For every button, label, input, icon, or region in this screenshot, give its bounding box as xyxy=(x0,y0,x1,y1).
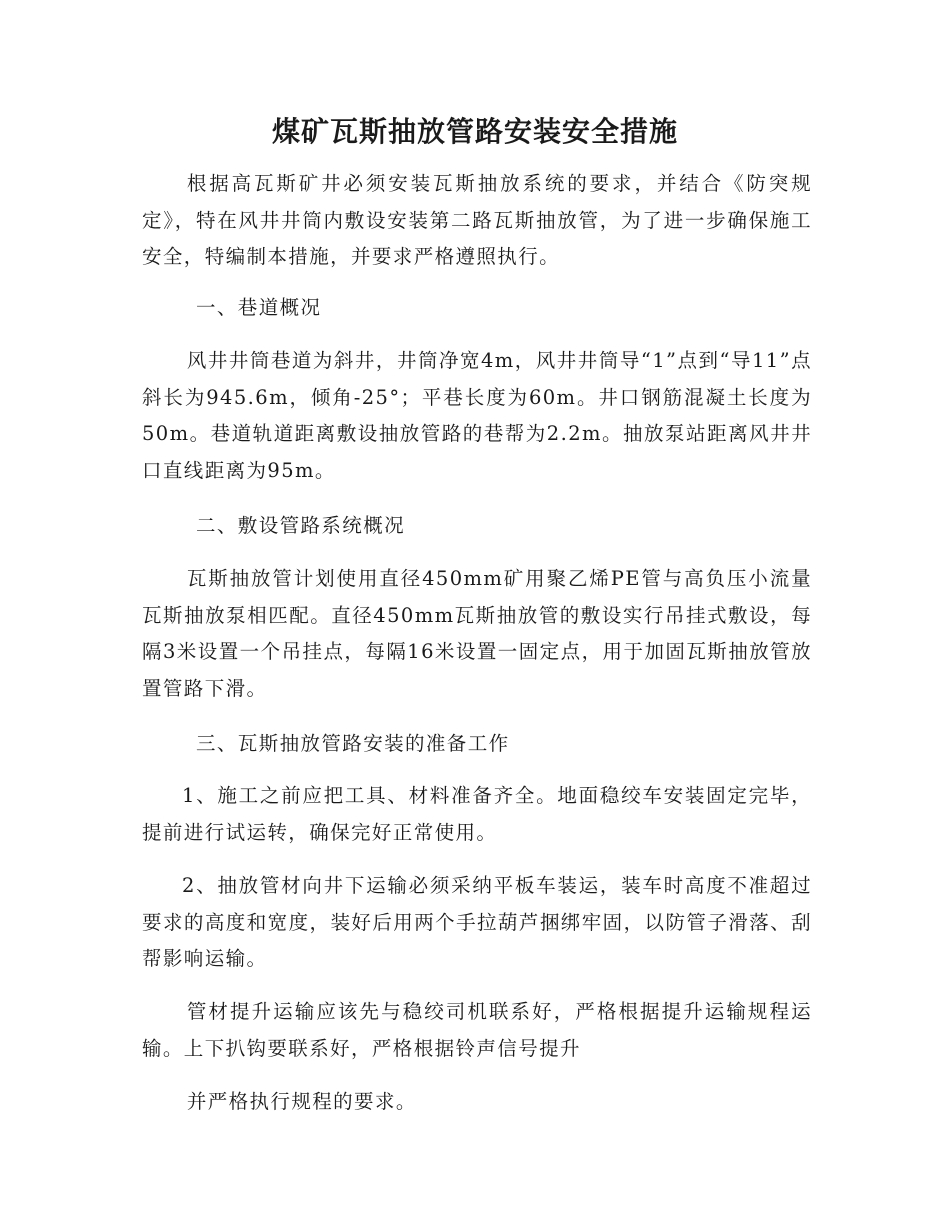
section-1-heading: 一、巷道概况 xyxy=(196,296,322,319)
section-3-paragraph-4: 并严格执行规程的要求。 xyxy=(186,1090,417,1113)
section-1-paragraph: 风井井筒巷道为斜井，井筒净宽4m，风井井筒导“1”点到“导11”点斜长为945.6m，倾角-25°；平巷长度为60m。井口钢筋混凝土长度为50m。巷道轨道距离敷设抽放管路的巷帮为2.2m。抽放泵站距离风井井口直线距离为95m。 xyxy=(142,349,812,482)
section-3-heading: 三、瓦斯抽放管路安装的准备工作 xyxy=(196,732,510,755)
intro-paragraph: 根据高瓦斯矿井必须安装瓦斯抽放系统的要求，并结合《防突规定》，特在风井井筒内敷设安装第二路瓦斯抽放管，为了进一步确保施工安全，特编制本措施，并要求严格遵照执行。 xyxy=(142,172,812,268)
document-title: 煤矿瓦斯抽放管路安装安全措施 xyxy=(271,115,678,148)
section-2-heading: 二、敷设管路系统概况 xyxy=(196,514,406,537)
section-3-item-1: 1、施工之前应把工具、材料准备齐全。地面稳绞车安装固定完毕，提前进行试运转，确保完好正常使用。 xyxy=(142,784,812,844)
section-2-paragraph: 瓦斯抽放管计划使用直径450mm矿用聚乙烯PE管与高负压小流量瓦斯抽放泵相匹配。直径450mm瓦斯抽放管的敷设实行吊挂式敷设，每隔3米设置一个吊挂点，每隔16米设置一固定点，用于加固瓦斯抽放管放置管路下滑。 xyxy=(142,567,812,700)
section-3-item-2: 2、抽放管材向井下运输必须采纳平板车装运，装车时高度不准超过要求的高度和宽度，装好后用两个手拉葫芦捆绑牢固，以防管子滑落、刮帮影响运输。 xyxy=(142,874,812,970)
section-3-paragraph-3: 管材提升运输应该先与稳绞司机联系好，严格根据提升运输规程运输。上下扒钩要联系好，严格根据铃声信号提升 xyxy=(142,1000,812,1060)
